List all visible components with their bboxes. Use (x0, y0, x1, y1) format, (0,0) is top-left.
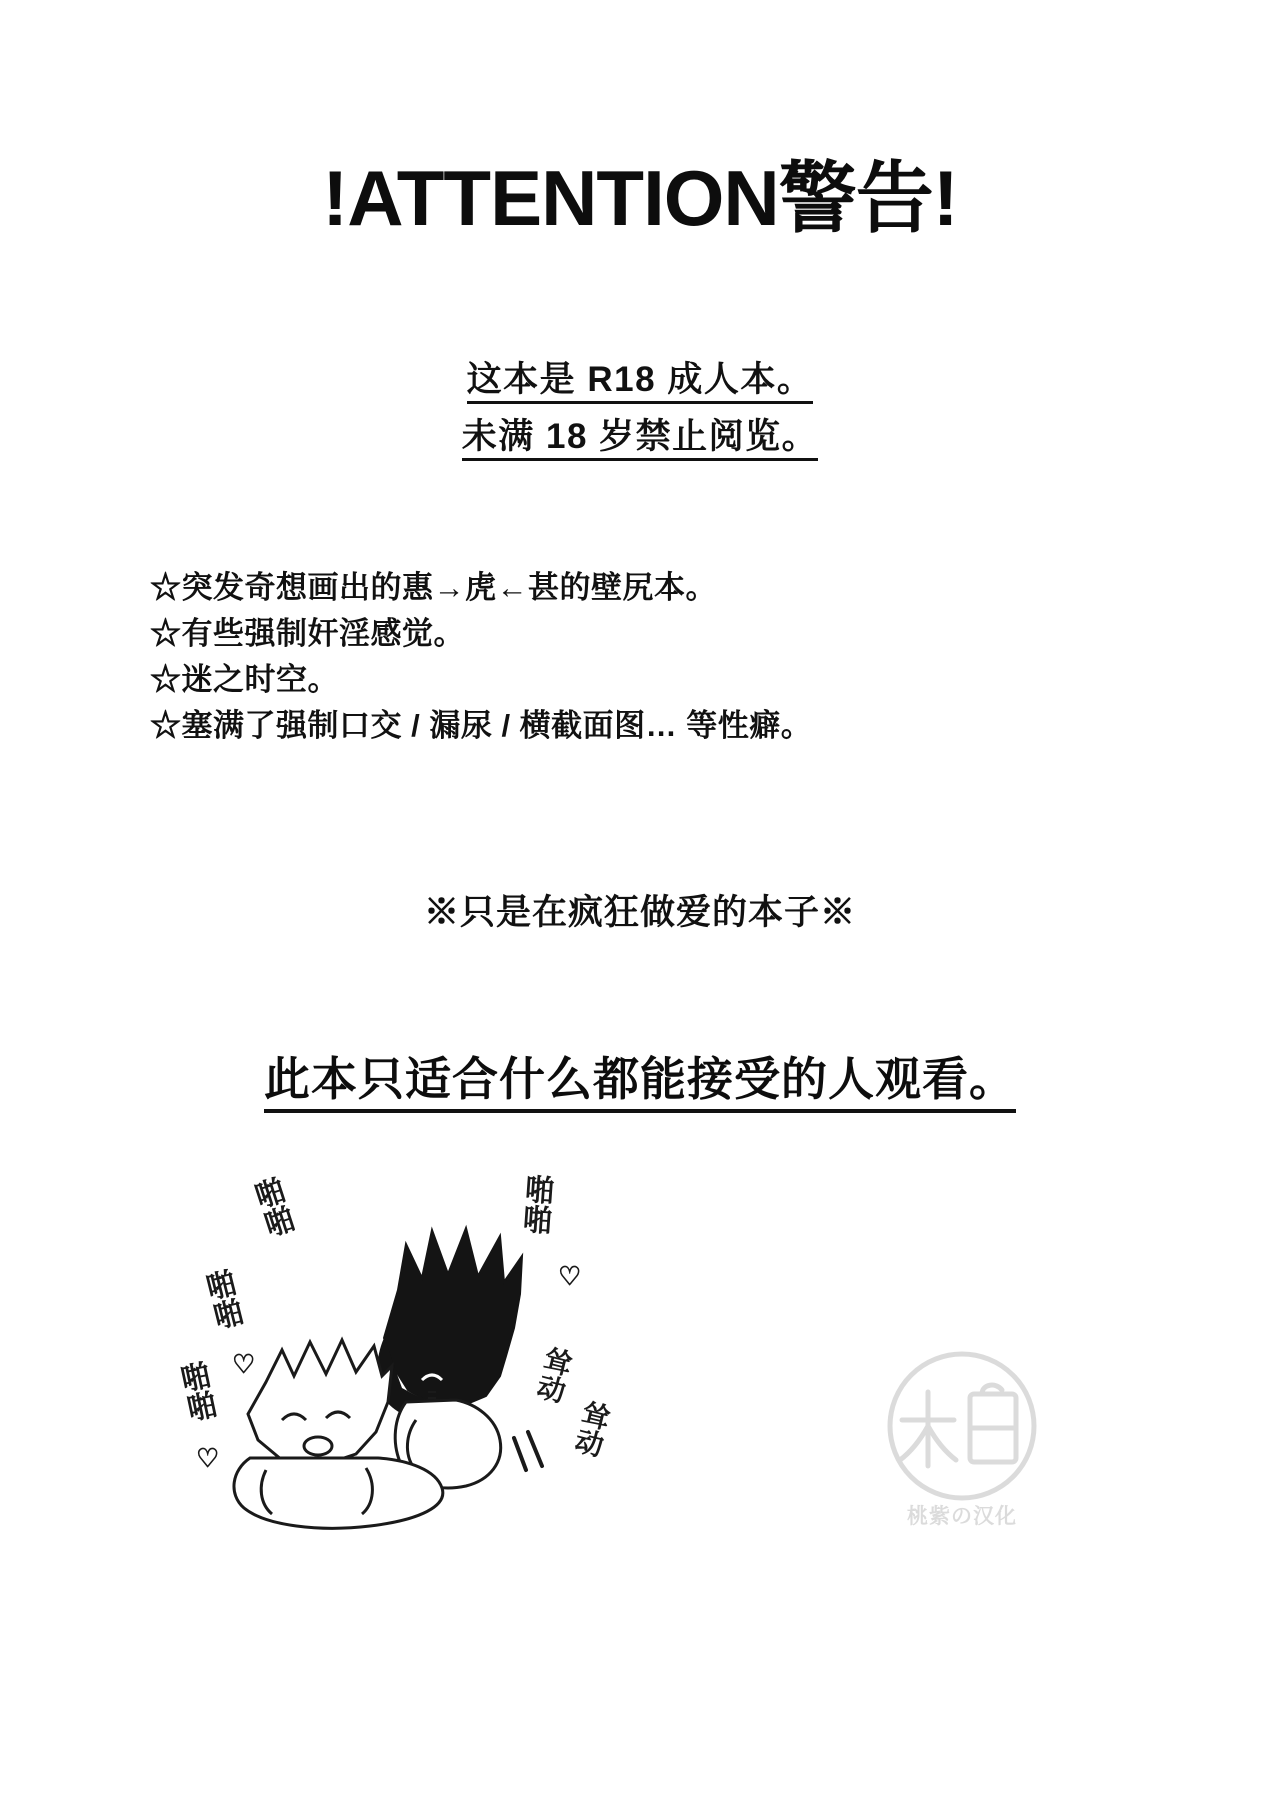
sfx-text: 啪啪 (246, 1174, 297, 1242)
heart-icon: ♡ (558, 1262, 582, 1291)
final-warning-text: 此本只适合什么都能接受的人观看。 (264, 1053, 1016, 1113)
age-notice (0, 352, 1280, 465)
final-warning (0, 1043, 1280, 1109)
sfx-text: 啪啪 (198, 1266, 245, 1333)
stamp-glyphs (900, 1385, 1016, 1466)
heart-icon: ♡ (232, 1350, 256, 1379)
content-warning-list (150, 565, 1150, 749)
watermark-label: 桃紫の汉化 (907, 1505, 1017, 1528)
list-item: ☆突发奇想画出的惠→虎←甚的壁尻本。 (150, 570, 717, 605)
page-title: !ATTENTION警告! (322, 154, 958, 242)
notice-line-1: 这本是 R18 成人本。 (0, 352, 1280, 409)
light-figure-body (234, 1458, 443, 1528)
sfx-text: 啪啪 (173, 1359, 218, 1425)
sfx-text: 耸动 (530, 1343, 575, 1406)
motion-lines (514, 1432, 542, 1470)
sfx-text: 耸动 (568, 1397, 613, 1460)
chibi-characters-doodle (170, 1170, 640, 1570)
sfx-text: 啪啪 (516, 1172, 555, 1236)
notice-line-2: 未满 18 岁禁止阅览。 (0, 409, 1280, 466)
heart-icon: ♡ (196, 1444, 220, 1473)
scanlation-watermark (862, 1348, 1062, 1548)
center-remark: ※只是在疯狂做爱的本子※ (423, 893, 856, 932)
list-item: ☆迷之时空。 (150, 661, 339, 697)
list-item: ☆有些强制奸淫感觉。 (150, 615, 465, 651)
light-hair-shape (248, 1340, 392, 1466)
dark-hair-shape (384, 1228, 522, 1406)
list-item: ☆塞满了强制口交 / 漏尿 / 横截面图… 等性癖。 (150, 707, 813, 743)
